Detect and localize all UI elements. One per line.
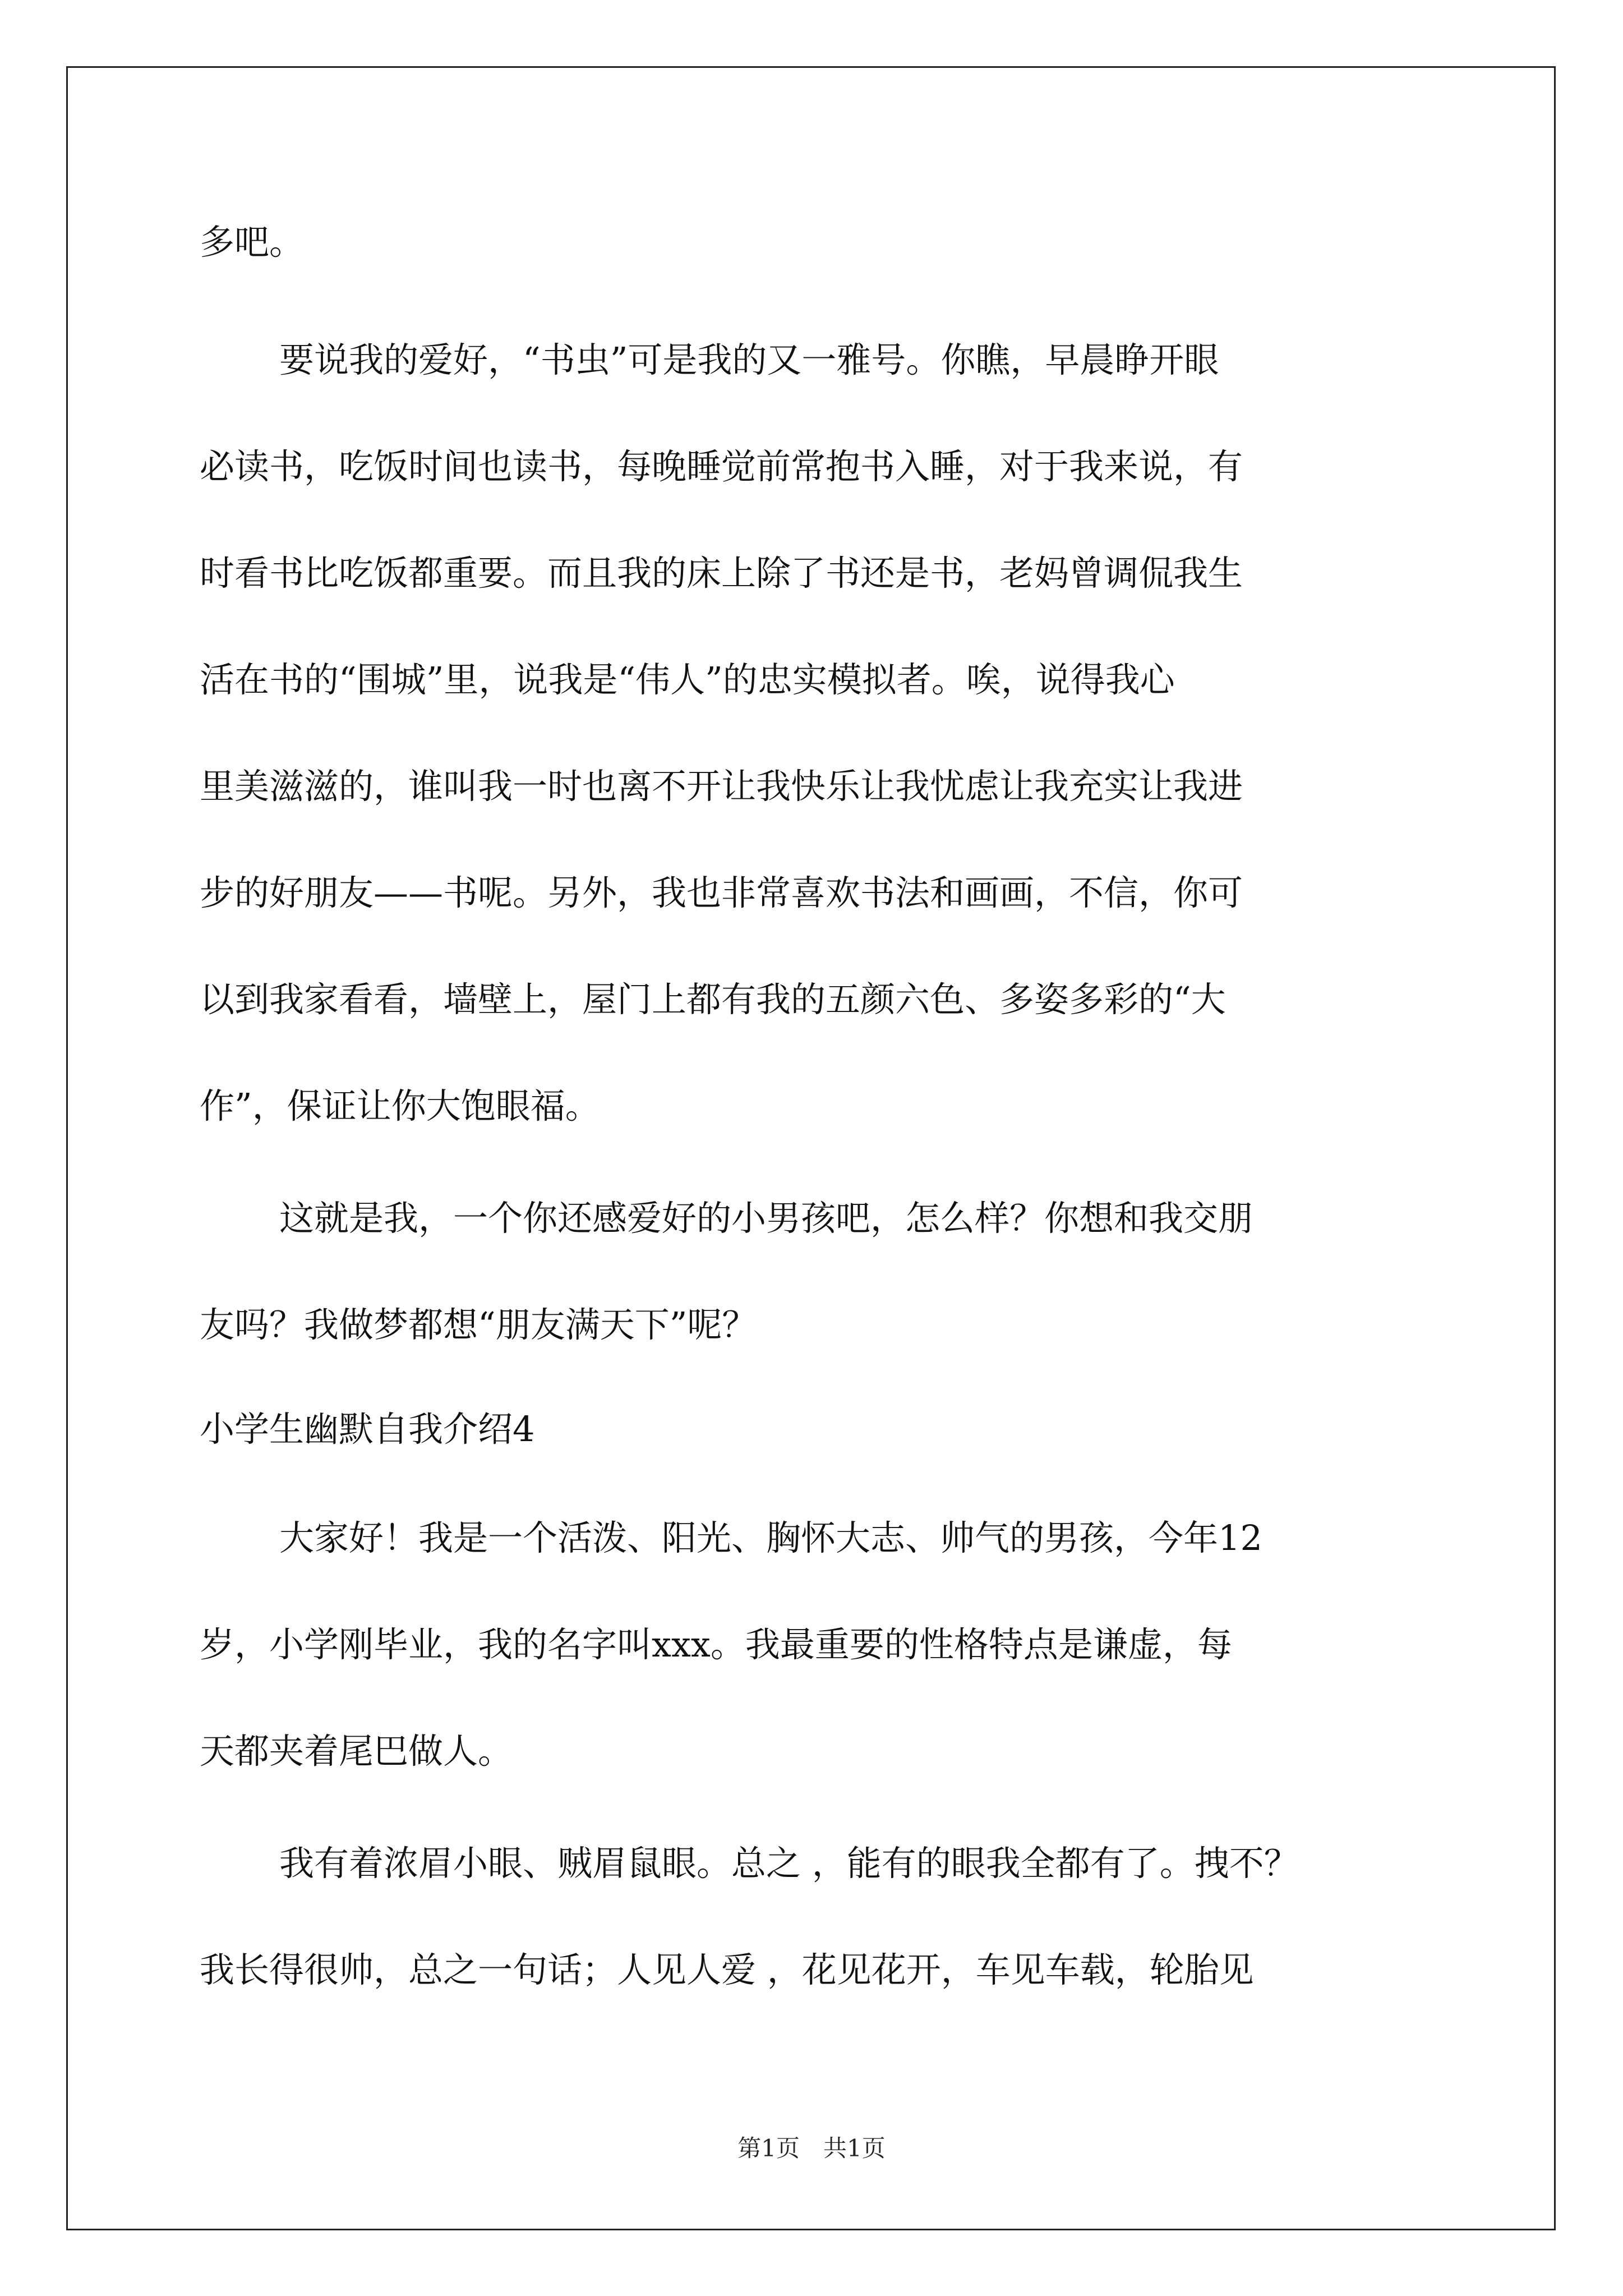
- paragraph-line: 岁，小学刚毕业，我的名字叫xxx。我最重要的性格特点是谦虚，每: [200, 1624, 1232, 1665]
- paragraph-line: 要说我的爱好，“书虫”可是我的又一雅号。你瞧，早晨睁开眼: [279, 339, 1219, 380]
- paragraph-line: 步的好朋友——书呢。另外，我也非常喜欢书法和画画，不信，你可: [200, 872, 1243, 913]
- paragraph-line: 天都夹着尾巴做人。: [200, 1731, 513, 1772]
- paragraph-line: 我有着浓眉小眼、贼眉鼠眼。总之 ，能有的眼我全都有了。拽不？: [279, 1843, 1299, 1884]
- paragraph-line: 必读书，吃饭时间也读书，每晚睡觉前常抱书入睡，对于我来说，有: [200, 446, 1243, 487]
- page-footer: 第1页 共1页: [737, 2134, 886, 2162]
- paragraph-line: 以到我家看看，墙壁上，屋门上都有我的五颜六色、多姿多彩的“大: [200, 979, 1226, 1020]
- page-border: [66, 66, 1556, 2230]
- paragraph-line: 这就是我，一个你还感爱好的小男孩吧，怎么样？你想和我交朋: [279, 1198, 1253, 1239]
- paragraph-line: 时看书比吃饭都重要。而且我的床上除了书还是书，老妈曾调侃我生: [200, 553, 1243, 593]
- paragraph-line: 我长得很帅，总之一句话；人见人爱 ，花见花开，车见车载，轮胎见: [200, 1949, 1254, 1990]
- paragraph-line: 友吗？我做梦都想“朋友满天下”呢？: [200, 1304, 757, 1345]
- paragraph-line: 作”，保证让你大饱眼福。: [200, 1085, 600, 1126]
- section-heading: 小学生幽默自我介绍4: [200, 1409, 535, 1450]
- paragraph-line: 大家好！我是一个活泼、阳光、胸怀大志、帅气的男孩，今年12: [279, 1517, 1262, 1558]
- paragraph-line: 活在书的“围城”里，说我是“伟人”的忠实模拟者。唉，说得我心: [200, 659, 1175, 700]
- paragraph-line: 多吧。: [200, 222, 305, 263]
- paragraph-line: 里美滋滋的，谁叫我一时也离不开让我快乐让我忧虑让我充实让我进: [200, 766, 1243, 807]
